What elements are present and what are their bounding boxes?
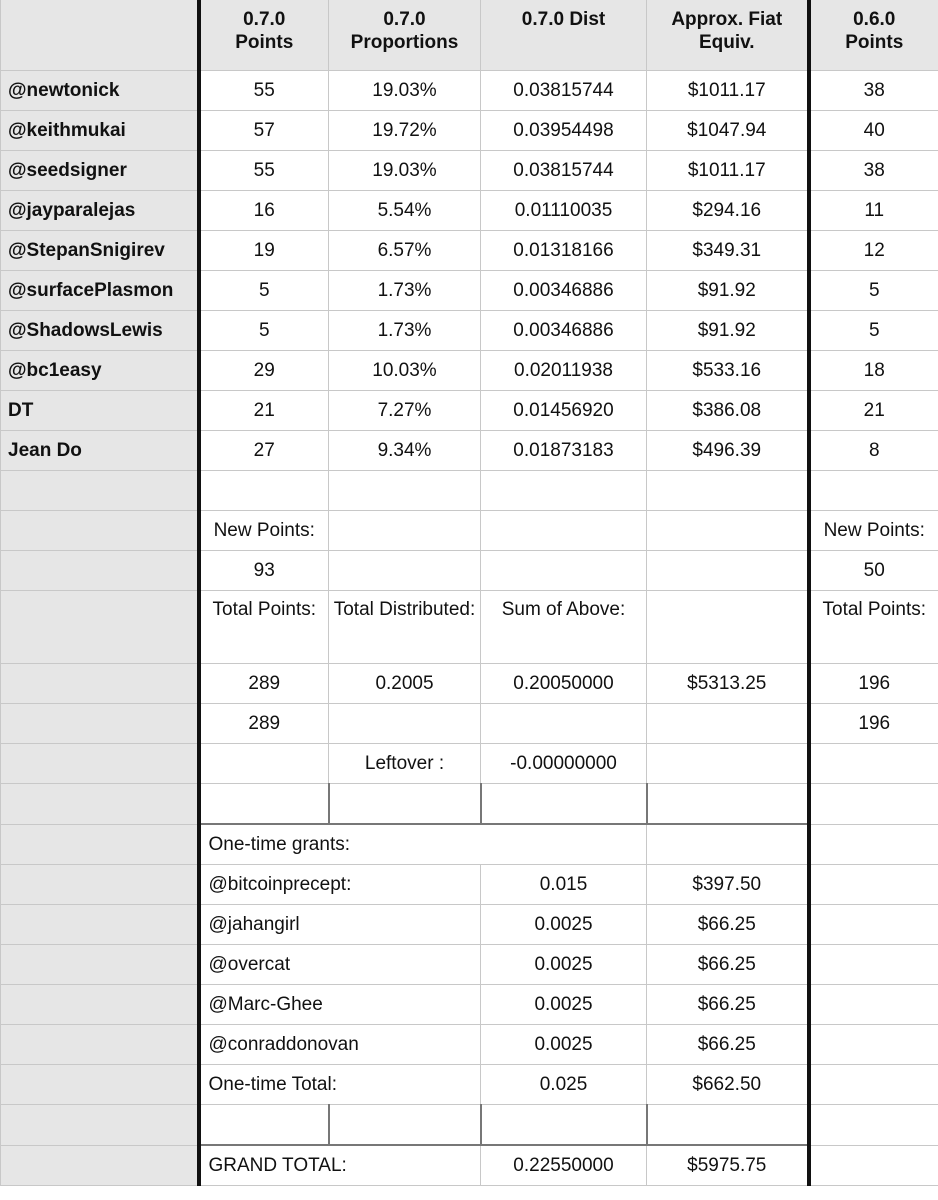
- proportion-070-cell[interactable]: 19.72%: [329, 111, 481, 151]
- check-points-06-cell[interactable]: 196: [809, 704, 938, 744]
- grant-row: [1, 945, 938, 985]
- contributor-name-cell[interactable]: DT: [1, 391, 199, 431]
- contributor-row: [1, 71, 938, 111]
- cell[interactable]: [1, 945, 199, 985]
- grants-total-fiat-cell[interactable]: $662.50: [647, 1065, 809, 1105]
- cell[interactable]: [809, 824, 938, 865]
- cell[interactable]: [1, 824, 199, 865]
- dist-070-cell[interactable]: 0.01873183: [481, 431, 647, 471]
- contributor-row: [1, 271, 938, 311]
- dist-070-cell[interactable]: 0.01318166: [481, 231, 647, 271]
- points-060-cell[interactable]: 18: [809, 351, 938, 391]
- proportion-070-cell[interactable]: 10.03%: [329, 351, 481, 391]
- cell[interactable]: [199, 784, 329, 825]
- header-row: [1, 0, 938, 71]
- header-060-points[interactable]: 0.6.0 Points: [809, 0, 938, 71]
- grant-row: [1, 865, 938, 905]
- contributor-row: [1, 391, 938, 431]
- cell[interactable]: [329, 511, 481, 551]
- contributor-name-cell[interactable]: @bc1easy: [1, 351, 199, 391]
- cell[interactable]: [647, 784, 809, 825]
- points-070-cell[interactable]: 5: [199, 271, 329, 311]
- contributor-name-cell[interactable]: @ShadowsLewis: [1, 311, 199, 351]
- cell[interactable]: [809, 1025, 938, 1065]
- cell[interactable]: [1, 985, 199, 1025]
- proportion-070-cell[interactable]: 1.73%: [329, 311, 481, 351]
- fiat-equiv-cell[interactable]: $349.31: [647, 231, 809, 271]
- leftover-label-cell[interactable]: Leftover :: [329, 744, 481, 784]
- points-060-cell[interactable]: 21: [809, 391, 938, 431]
- grant-name-cell[interactable]: @conraddonovan: [199, 1025, 481, 1065]
- grant-name-cell[interactable]: @bitcoinprecept:: [199, 865, 481, 905]
- proportion-070-cell[interactable]: 1.73%: [329, 271, 481, 311]
- dist-070-cell[interactable]: 0.03954498: [481, 111, 647, 151]
- contributor-row: [1, 151, 938, 191]
- dist-070-cell[interactable]: 0.03815744: [481, 151, 647, 191]
- cell[interactable]: [809, 471, 938, 511]
- points-070-cell[interactable]: 29: [199, 351, 329, 391]
- proportion-070-cell[interactable]: 9.34%: [329, 431, 481, 471]
- cell[interactable]: [647, 511, 809, 551]
- cell[interactable]: [481, 824, 647, 865]
- contributor-row: [1, 111, 938, 151]
- grand-total-dist-cell[interactable]: 0.22550000: [481, 1145, 647, 1186]
- cell[interactable]: [481, 511, 647, 551]
- grants-total-label-cell[interactable]: One-time Total:: [199, 1065, 481, 1105]
- total-fiat-cell[interactable]: $5313.25: [647, 664, 809, 704]
- proportion-070-cell[interactable]: 19.03%: [329, 71, 481, 111]
- grant-dist-cell[interactable]: 0.015: [481, 865, 647, 905]
- points-060-cell[interactable]: 12: [809, 231, 938, 271]
- cell[interactable]: [481, 784, 647, 825]
- points-060-cell[interactable]: 40: [809, 111, 938, 151]
- contributor-name-cell[interactable]: @seedsigner: [1, 151, 199, 191]
- header-fiat-equiv[interactable]: Approx. Fiat Equiv.: [647, 0, 809, 71]
- header-070-proportions[interactable]: 0.7.0 Proportions: [329, 0, 481, 71]
- cell[interactable]: [1, 511, 199, 551]
- grant-row: [1, 905, 938, 945]
- points-070-cell[interactable]: 5: [199, 311, 329, 351]
- fiat-equiv-cell[interactable]: $91.92: [647, 311, 809, 351]
- cell[interactable]: [809, 865, 938, 905]
- fiat-equiv-cell[interactable]: $386.08: [647, 391, 809, 431]
- cell[interactable]: [199, 1105, 329, 1146]
- cell[interactable]: [329, 1105, 481, 1146]
- grand-total-fiat-cell[interactable]: $5975.75: [647, 1145, 809, 1186]
- cell[interactable]: [1, 704, 199, 744]
- new-points-label-06-cell[interactable]: New Points:: [809, 511, 938, 551]
- points-070-cell[interactable]: 55: [199, 71, 329, 111]
- dist-070-cell[interactable]: 0.03815744: [481, 71, 647, 111]
- cell[interactable]: [481, 471, 647, 511]
- fiat-equiv-cell[interactable]: $1047.94: [647, 111, 809, 151]
- fiat-equiv-cell[interactable]: $533.16: [647, 351, 809, 391]
- totals-row: [1, 664, 938, 704]
- points-070-cell[interactable]: 57: [199, 111, 329, 151]
- sum-above-cell[interactable]: 0.20050000: [481, 664, 647, 704]
- new-points-06-cell[interactable]: 50: [809, 551, 938, 591]
- fiat-equiv-cell[interactable]: $91.92: [647, 271, 809, 311]
- grant-fiat-cell[interactable]: $66.25: [647, 985, 809, 1025]
- totals-label-row: [1, 591, 938, 664]
- dist-070-cell[interactable]: 0.01110035: [481, 191, 647, 231]
- grant-row: [1, 1025, 938, 1065]
- cell[interactable]: [1, 905, 199, 945]
- contributor-name-cell[interactable]: @StepanSnigirev: [1, 231, 199, 271]
- proportion-070-cell[interactable]: 7.27%: [329, 391, 481, 431]
- header-corner-cell[interactable]: [1, 0, 199, 71]
- points-060-cell[interactable]: 38: [809, 151, 938, 191]
- check-row: [1, 704, 938, 744]
- cell[interactable]: [809, 945, 938, 985]
- cell[interactable]: [1, 1105, 199, 1146]
- cell[interactable]: [481, 704, 647, 744]
- grant-dist-cell[interactable]: 0.0025: [481, 985, 647, 1025]
- leftover-cell[interactable]: -0.00000000: [481, 744, 647, 784]
- cell[interactable]: [1, 865, 199, 905]
- header-070-dist[interactable]: 0.7.0 Dist: [481, 0, 647, 71]
- fiat-equiv-cell[interactable]: $496.39: [647, 431, 809, 471]
- grand-total-label-cell[interactable]: GRAND TOTAL:: [199, 1145, 481, 1186]
- blank-row: [1, 784, 938, 825]
- cell[interactable]: [1, 744, 199, 784]
- cell[interactable]: [809, 1065, 938, 1105]
- cell[interactable]: [199, 471, 329, 511]
- contributor-name-cell[interactable]: @jayparalejas: [1, 191, 199, 231]
- grants-total-row: [1, 1065, 938, 1105]
- blank-row: [1, 471, 938, 511]
- proportion-070-cell[interactable]: 19.03%: [329, 151, 481, 191]
- grants-label-row: [1, 824, 938, 865]
- total-points-06-cell[interactable]: 196: [809, 664, 938, 704]
- cell[interactable]: [481, 551, 647, 591]
- cell[interactable]: [329, 784, 481, 825]
- dist-070-cell[interactable]: 0.00346886: [481, 271, 647, 311]
- contributor-name-cell[interactable]: @newtonick: [1, 71, 199, 111]
- cell[interactable]: [1, 1145, 199, 1186]
- grants-label-cell[interactable]: One-time grants:: [199, 824, 481, 865]
- cell[interactable]: [329, 471, 481, 511]
- points-070-cell[interactable]: 21: [199, 391, 329, 431]
- cell[interactable]: [809, 1145, 938, 1186]
- total-distributed-cell[interactable]: 0.2005: [329, 664, 481, 704]
- grant-row: [1, 985, 938, 1025]
- points-060-cell[interactable]: 8: [809, 431, 938, 471]
- cell[interactable]: [647, 471, 809, 511]
- cell[interactable]: [1, 1025, 199, 1065]
- new-points-07-cell[interactable]: 93: [199, 551, 329, 591]
- points-060-cell[interactable]: 38: [809, 71, 938, 111]
- dist-070-cell[interactable]: 0.02011938: [481, 351, 647, 391]
- points-060-cell[interactable]: 5: [809, 271, 938, 311]
- cell[interactable]: [809, 985, 938, 1025]
- grant-name-cell[interactable]: @Marc-Ghee: [199, 985, 481, 1025]
- contributor-row: [1, 431, 938, 471]
- new-points-label-row: [1, 511, 938, 551]
- grants-total-dist-cell[interactable]: 0.025: [481, 1065, 647, 1105]
- cell[interactable]: [1, 784, 199, 825]
- dist-070-cell[interactable]: 0.01456920: [481, 391, 647, 431]
- new-points-row: [1, 551, 938, 591]
- cell[interactable]: [199, 744, 329, 784]
- cell[interactable]: [647, 591, 809, 664]
- contributor-row: [1, 231, 938, 271]
- contributor-row: [1, 311, 938, 351]
- grant-fiat-cell[interactable]: $397.50: [647, 865, 809, 905]
- points-070-cell[interactable]: 27: [199, 431, 329, 471]
- fiat-equiv-cell[interactable]: $1011.17: [647, 151, 809, 191]
- points-060-cell[interactable]: 11: [809, 191, 938, 231]
- cell[interactable]: [1, 471, 199, 511]
- contributor-name-cell[interactable]: @keithmukai: [1, 111, 199, 151]
- cell[interactable]: [329, 551, 481, 591]
- total-points-label-06-cell[interactable]: Total Points:: [809, 591, 938, 664]
- grant-fiat-cell[interactable]: $66.25: [647, 1025, 809, 1065]
- grant-name-cell[interactable]: @jahangirl: [199, 905, 481, 945]
- sum-above-label-cell[interactable]: Sum of Above:: [481, 591, 647, 664]
- cell[interactable]: [647, 551, 809, 591]
- cell[interactable]: [647, 1105, 809, 1146]
- cell[interactable]: [1, 591, 199, 664]
- contributor-name-cell[interactable]: Jean Do: [1, 431, 199, 471]
- contributor-row: [1, 351, 938, 391]
- cell[interactable]: [647, 744, 809, 784]
- fiat-equiv-cell[interactable]: $1011.17: [647, 71, 809, 111]
- cell[interactable]: [647, 824, 809, 865]
- cell[interactable]: [1, 551, 199, 591]
- contributor-name-cell[interactable]: @surfacePlasmon: [1, 271, 199, 311]
- grant-dist-cell[interactable]: 0.0025: [481, 905, 647, 945]
- grant-fiat-cell[interactable]: $66.25: [647, 945, 809, 985]
- points-070-cell[interactable]: 19: [199, 231, 329, 271]
- leftover-row: [1, 744, 938, 784]
- cell[interactable]: [329, 704, 481, 744]
- grant-dist-cell[interactable]: 0.0025: [481, 1025, 647, 1065]
- points-070-cell[interactable]: 16: [199, 191, 329, 231]
- total-points-label-cell[interactable]: Total Points:: [199, 591, 329, 664]
- blank-row: [1, 1105, 938, 1146]
- dist-070-cell[interactable]: 0.00346886: [481, 311, 647, 351]
- cell[interactable]: [1, 1065, 199, 1105]
- check-points-07-cell[interactable]: 289: [199, 704, 329, 744]
- proportion-070-cell[interactable]: 6.57%: [329, 231, 481, 271]
- new-points-label-cell[interactable]: New Points:: [199, 511, 329, 551]
- total-points-07-cell[interactable]: 289: [199, 664, 329, 704]
- points-060-cell[interactable]: 5: [809, 311, 938, 351]
- total-distributed-label-cell[interactable]: Total Distributed:: [329, 591, 481, 664]
- grant-dist-cell[interactable]: 0.0025: [481, 945, 647, 985]
- header-070-points[interactable]: 0.7.0 Points: [199, 0, 329, 71]
- contributor-row: [1, 191, 938, 231]
- fiat-equiv-cell[interactable]: $294.16: [647, 191, 809, 231]
- cell[interactable]: [1, 664, 199, 704]
- cell[interactable]: [809, 905, 938, 945]
- cell[interactable]: [809, 744, 938, 784]
- grant-name-cell[interactable]: @overcat: [199, 945, 481, 985]
- proportion-070-cell[interactable]: 5.54%: [329, 191, 481, 231]
- cell[interactable]: [809, 1105, 938, 1146]
- points-070-cell[interactable]: 55: [199, 151, 329, 191]
- cell[interactable]: [809, 784, 938, 825]
- cell[interactable]: [481, 1105, 647, 1146]
- cell[interactable]: [647, 704, 809, 744]
- grant-fiat-cell[interactable]: $66.25: [647, 905, 809, 945]
- grand-total-row: [1, 1145, 938, 1186]
